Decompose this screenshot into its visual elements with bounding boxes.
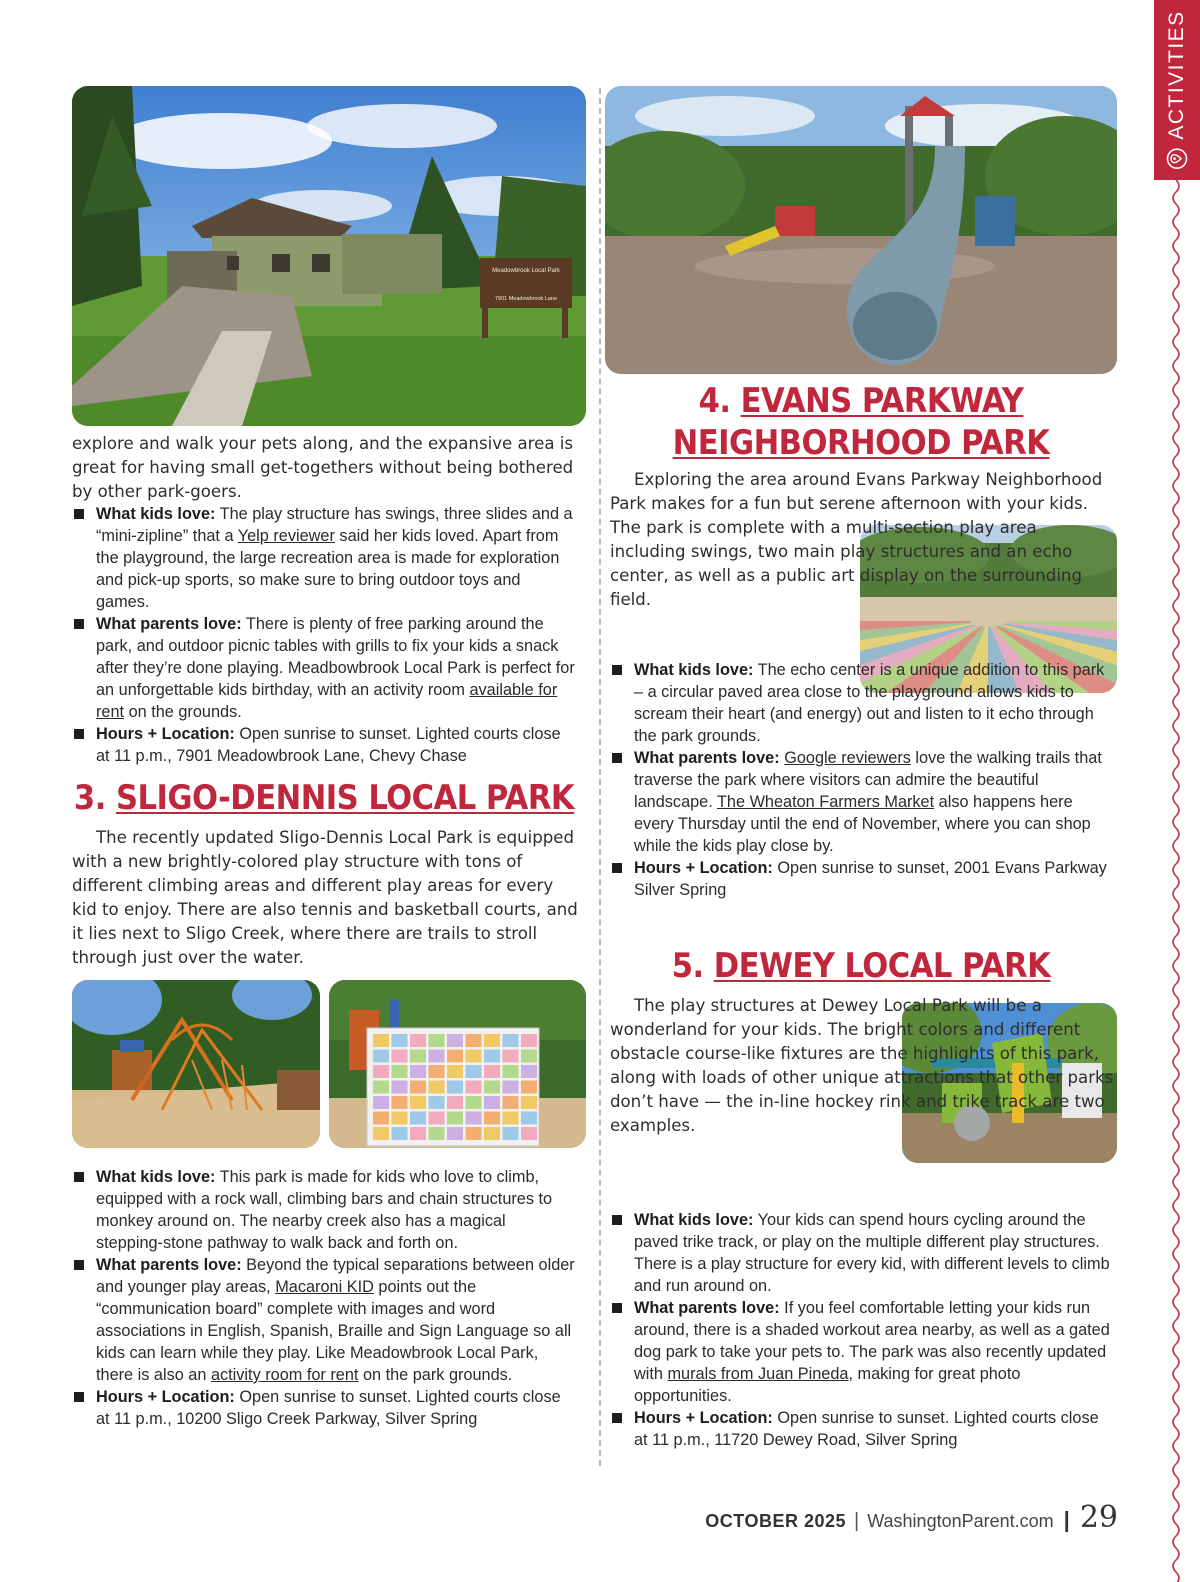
bullet-label: What kids love: <box>96 505 216 523</box>
page-number: 29 <box>1079 1500 1118 1535</box>
park4-heading <box>605 380 1117 464</box>
footer-separator: | <box>854 1510 860 1532</box>
photo-meadowbrook-house <box>72 86 586 426</box>
photo-sligo-playground <box>72 980 320 1148</box>
park2-parents-bullet <box>72 613 576 723</box>
photo-communication-board <box>329 980 586 1148</box>
park2-kids-bullet <box>72 503 576 613</box>
bullet-label: Hours + Location: <box>96 1388 235 1406</box>
park5-kids-bullet <box>610 1209 1115 1297</box>
park3-bullets <box>72 1166 576 1430</box>
section-tab <box>1154 0 1200 180</box>
bullet-text: The echo center is a unique addition to this park – a circular paved area close to the playground allows kids to scream their heart (and energy) out and listen to it echo through the park grounds. <box>634 661 1105 745</box>
park4-name-line2: NEIGHBORHOOD PARK <box>672 423 1050 463</box>
bullet-label: Hours + Location: <box>634 1409 773 1427</box>
bullet-text: Open sunrise to sunset. Lighted courts close at 11 p.m., 11720 Dewey Road, Silver Spring <box>634 1409 1099 1449</box>
column-divider <box>599 88 601 1466</box>
park4-kids-bullet <box>610 659 1115 747</box>
bullet-label: What parents love: <box>634 1299 780 1317</box>
park4-parents-bullet <box>610 747 1115 857</box>
bullet-text: points out the “communication board” complete with images and word associations in English, Spanish, Braille and Sign Language so all kids can learn while they play. Like Meadowbrook Local Park, there is also an <box>96 1278 572 1384</box>
park5-bullets <box>610 1209 1115 1451</box>
bullet-text: on the park grounds. <box>358 1366 513 1384</box>
available-for-rent-link[interactable]: available for rent <box>96 681 558 721</box>
park3-kids-bullet <box>72 1166 576 1254</box>
bullet-text: also happens here every Thursday until the end of November, where you can shop while the kids play close by. <box>634 793 1091 855</box>
bullet-text: said her kids loved. Apart from the playground, the large recreation area is made for exploration and pick-up sports, so make sure to bring outdoor toys and games. <box>96 527 560 611</box>
park3-parents-bullet <box>72 1254 576 1386</box>
park2-bullets <box>72 503 576 767</box>
photo-evans-slide <box>605 86 1117 374</box>
park3-intro: The recently updated Sligo-Dennis Local Park is equipped with a new brightly-colored play structure with tons of different climbing areas and different play areas for every kid to enjoy. There are also tennis and basketball courts, and it lies next to Sligo Creek, where there are trails to stroll through just over the water. <box>72 828 578 967</box>
park5-number: 5. <box>671 946 704 986</box>
bullet-text: , making for great photo opportunities. <box>634 1365 1021 1405</box>
bullet-label: What kids love: <box>634 661 754 679</box>
bullet-text: love the walking trails that traverse the park where visitors can admire the beautiful landscape. <box>634 749 1102 811</box>
yelp-reviewer-link[interactable]: Yelp reviewer <box>237 527 335 545</box>
park3-number: 3. <box>73 778 106 818</box>
park4-intro-text: Exploring the area around Evans Parkway Neighborhood Park makes for a fun but serene afternoon with your kids. The park is complete with a multi-section play area including swings, two main play structures and an echo center, as well as a public art display on the surrounding field. <box>610 470 1103 609</box>
sign-line-2: 7901 Meadowbrook Lane <box>494 296 558 302</box>
park4-bullets <box>610 659 1115 901</box>
bullet-label: What parents love: <box>96 1256 242 1274</box>
park4-number: 4. <box>698 381 731 421</box>
park5-intro <box>610 994 1115 1138</box>
bullet-text: The play structure has swings, three slides and a “mini-zipline” that a <box>96 505 573 545</box>
location-pin-icon <box>1166 148 1188 170</box>
page-footer <box>705 1500 1118 1535</box>
park5-hours-bullet <box>610 1407 1115 1451</box>
bullet-text: Open sunrise to sunset, 2001 Evans Parkway Silver Spring <box>634 859 1107 899</box>
park2-hours-bullet <box>72 723 576 767</box>
bullet-text: Open sunrise to sunset. Lighted courts close at 11 p.m., 7901 Meadowbrook Lane, Chevy Chase <box>96 725 561 765</box>
bullet-label: What parents love: <box>634 749 780 767</box>
section-tab-label: ACTIVITIES <box>1165 10 1188 140</box>
park3-heading <box>72 776 576 820</box>
macaroni-kid-link[interactable]: Macaroni KID <box>275 1278 374 1296</box>
park5-intro-text: The play structures at Dewey Local Park will be a wonderland for your kids. The bright colors and different obstacle course-like fixtures are the highlights of this park, along with loads of other unique attractions that other parks don’t have — the in-line hockey rink and trike track are two examples. <box>610 996 1114 1135</box>
park3-hours-bullet <box>72 1386 576 1430</box>
wavy-border <box>1168 180 1184 1582</box>
intro-continuation-text: explore and walk your pets along, and the expansive area is great for having small get-togethers without being bothered by other park-goers. <box>72 434 574 501</box>
bullet-text: on the grounds. <box>124 703 242 721</box>
footer-issue-date: OCTOBER 2025 <box>705 1511 847 1531</box>
bullet-text: Your kids can spend hours cycling around the paved trike track, or play on the multiple different play structures. There is a play structure for every kid, with different levels to climb and run around on. <box>634 1211 1110 1295</box>
wheaton-farmers-market-link[interactable]: The Wheaton Farmers Market <box>716 793 935 811</box>
park4-name-line1: EVANS PARKWAY <box>740 381 1024 421</box>
bullet-text: This park is made for kids who love to climb, equipped with a rock wall, climbing bars and chain structures to monkey around on. The nearby creek also has a magical stepping-stone pathway to walk back and forth on. <box>96 1168 553 1252</box>
bullet-text: Open sunrise to sunset. Lighted courts close at 11 p.m., 10200 Sligo Creek Parkway, Silver Spring <box>96 1388 561 1428</box>
bullet-label: What kids love: <box>96 1168 216 1186</box>
bullet-text: If you feel comfortable letting your kids run around, there is a shaded workout area nearby, as well as a gated dog park to take your pets to. The park was also recently updated with <box>634 1299 1110 1383</box>
sign-line-1: Meadowbrook Local Park <box>492 268 560 274</box>
park3-name: SLIGO-DENNIS LOCAL PARK <box>115 778 575 818</box>
juan-pineda-murals-link[interactable]: murals from Juan Pineda <box>667 1365 849 1383</box>
park5-name: DEWEY LOCAL PARK <box>713 946 1051 986</box>
bullet-label: What parents love: <box>96 615 242 633</box>
park4-hours-bullet <box>610 857 1115 901</box>
footer-separator-2: | <box>1063 1507 1070 1532</box>
bullet-label: Hours + Location: <box>96 725 235 743</box>
activity-room-for-rent-link[interactable]: activity room for rent <box>210 1366 359 1384</box>
bullet-label: Hours + Location: <box>634 859 773 877</box>
google-reviewers-link[interactable]: Google reviewers <box>784 749 911 767</box>
footer-website[interactable]: WashingtonParent.com <box>867 1511 1054 1531</box>
bullet-text: Beyond the typical separations between older and younger play areas, <box>96 1256 575 1296</box>
bullet-label: What kids love: <box>634 1211 754 1229</box>
park4-intro <box>610 468 1115 612</box>
park5-parents-bullet <box>610 1297 1115 1407</box>
board-grid <box>373 1034 537 1140</box>
park5-heading <box>605 944 1117 988</box>
bullet-text: There is plenty of free parking around the park, and outdoor picnic tables with grills to fix your kids a snack after they’re done playing. Meadbowbrook Local Park is perfect for an unforgettable kids birthday, with an activity room <box>96 615 575 699</box>
